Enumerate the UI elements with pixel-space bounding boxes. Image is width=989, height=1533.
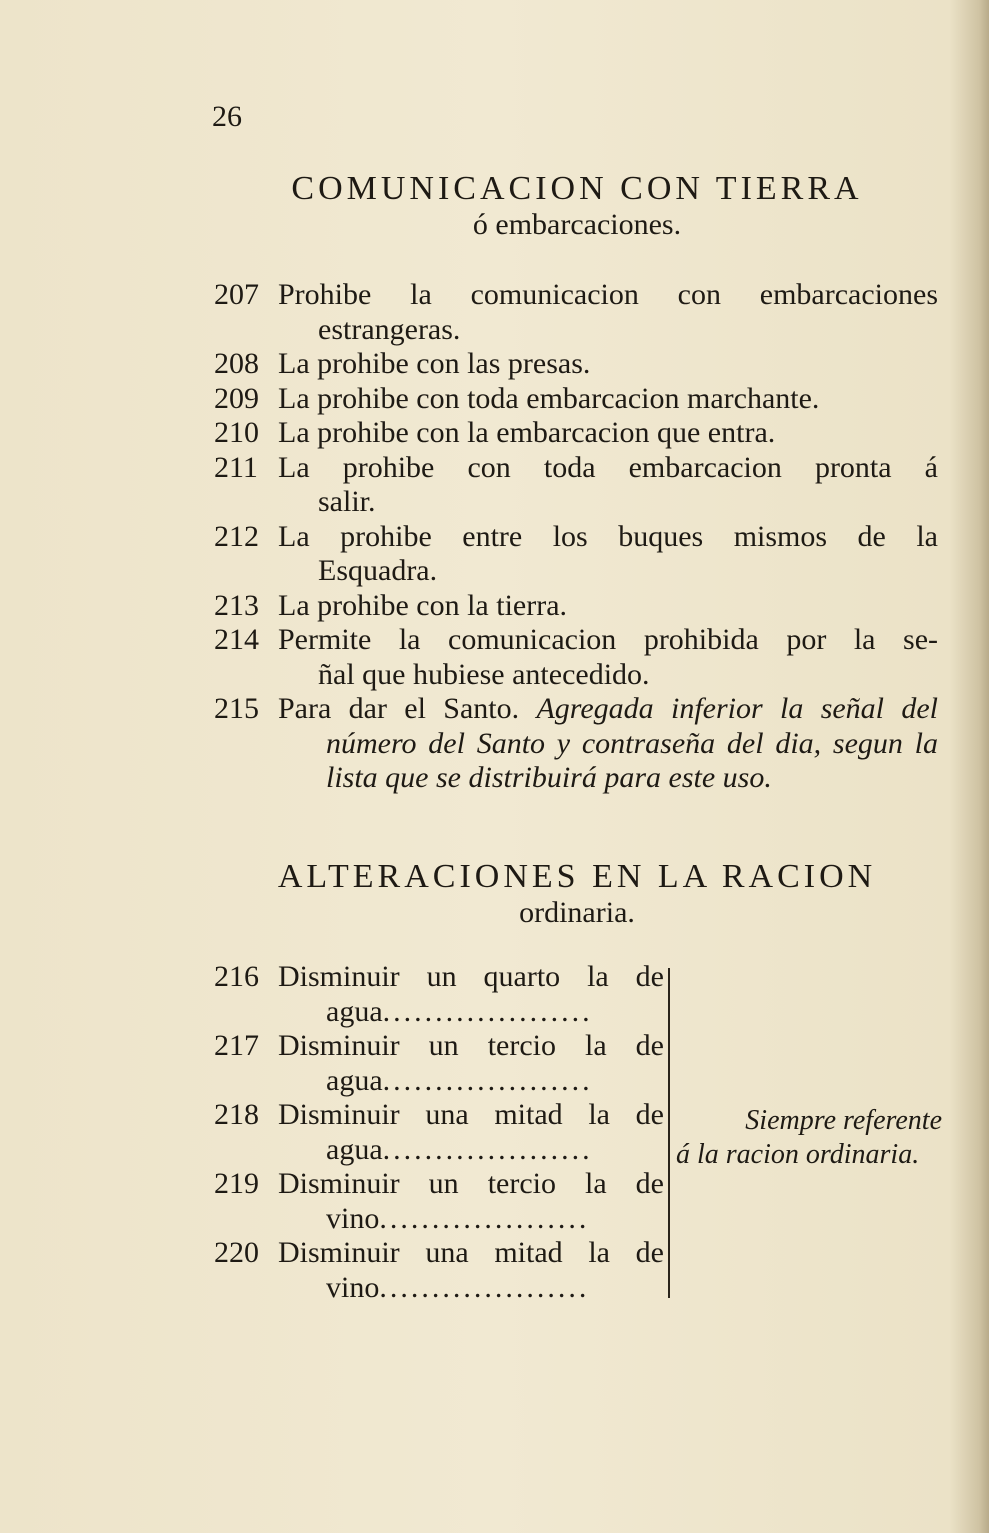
- entry-number: 214: [214, 623, 259, 656]
- entry-text-continuation: lista que se distribuirá para este uso.: [326, 761, 772, 794]
- entry-text-continuation: agua: [326, 1063, 383, 1097]
- signal-entries-list: [214, 278, 938, 796]
- entry-text: La prohibe con la embarcacion que entra.: [278, 416, 776, 449]
- dot-leader: ....................: [379, 1270, 590, 1304]
- entry-number: 211: [214, 450, 258, 484]
- entry-number: 217: [214, 1029, 259, 1062]
- entry-text-continuation: estrangeras.: [318, 312, 461, 346]
- ration-entries-list: [214, 960, 664, 1305]
- section-subtitle-comunicacion: ó embarcaciones.: [472, 208, 682, 241]
- entry-208: [214, 347, 938, 382]
- entry-text: La prohibe con toda embarcacion marchante.: [278, 381, 820, 415]
- bracket-note-line: Siempre referente: [745, 1105, 942, 1136]
- entry-text: [278, 692, 938, 727]
- section-title-comunicacion: COMUNICACION CON TIERRA: [291, 170, 863, 207]
- entry-number: 220: [214, 1236, 259, 1269]
- entry-text: Prohibe la comunicacion con embarcaciones: [278, 278, 938, 311]
- entry-215: [214, 692, 938, 796]
- ration-entry-220: [214, 1236, 664, 1305]
- bracket-note: [676, 1104, 946, 1172]
- entry-text-continuation: vino: [326, 1201, 380, 1235]
- entry-number: 213: [214, 588, 259, 622]
- entry-text-continuation: agua: [326, 994, 383, 1028]
- dot-leader: ....................: [382, 1063, 593, 1097]
- entry-text-continuation: número del Santo y contraseña del dia, segun la: [326, 726, 938, 760]
- section-subtitle-alteraciones: ordinaria.: [519, 896, 635, 929]
- entry-text: Permite la comunicacion prohibida por la se-: [278, 623, 938, 656]
- entry-text: La prohibe con las presas.: [278, 347, 591, 380]
- entry-text: La prohibe con la tierra.: [278, 588, 568, 622]
- entry-text: La prohibe entre los buques mismos de la: [278, 519, 938, 553]
- entry-number: 209: [214, 381, 259, 415]
- entry-209: [214, 382, 938, 417]
- page-number: 26: [212, 100, 242, 133]
- entry-text: Disminuir una mitad la de: [278, 1236, 664, 1269]
- entry-text-continuation: salir.: [318, 485, 376, 518]
- ration-entry-216: [214, 960, 664, 1029]
- section-title-alteraciones: ALTERACIONES EN LA RACION: [277, 858, 877, 895]
- curly-bracket: [660, 968, 670, 1298]
- dot-leader: ....................: [379, 1201, 590, 1235]
- entry-212: [214, 520, 938, 589]
- ration-entry-218: [214, 1098, 664, 1167]
- entry-text: Disminuir un quarto la de: [278, 960, 664, 993]
- entry-214: [214, 623, 938, 692]
- entry-213: [214, 589, 938, 624]
- dot-leader: ....................: [382, 994, 593, 1028]
- ration-entry-219: [214, 1167, 664, 1236]
- entry-number: 210: [214, 416, 259, 449]
- entry-number: 218: [214, 1098, 259, 1131]
- entry-text: La prohibe con toda embarcacion pronta á: [278, 450, 938, 484]
- entry-text: Disminuir un tercio la de: [278, 1167, 664, 1200]
- entry-text-continuation: Esquadra.: [318, 554, 438, 587]
- entry-207: [214, 278, 938, 347]
- entry-text-roman: Para dar el Santo.: [278, 692, 520, 725]
- entry-text-continuation: vino: [326, 1270, 380, 1304]
- entry-number: 219: [214, 1167, 259, 1200]
- entry-number: 216: [214, 960, 259, 993]
- entry-number: 208: [214, 347, 259, 380]
- entry-text-italic: Agregada inferior la señal del: [536, 692, 939, 725]
- entry-210: [214, 416, 938, 451]
- entry-211: [214, 451, 938, 520]
- bracket-note-line: á la racion ordinaria.: [676, 1139, 920, 1170]
- entry-text-continuation: agua: [326, 1132, 383, 1166]
- entry-text-continuation: ñal que hubiese antecedido.: [318, 657, 650, 691]
- entry-number: 212: [214, 519, 259, 553]
- entry-number: 215: [214, 692, 259, 725]
- entry-text: Disminuir una mitad la de: [278, 1098, 664, 1131]
- dot-leader: ....................: [382, 1132, 593, 1166]
- ration-entry-217: [214, 1029, 664, 1098]
- entry-text: Disminuir un tercio la de: [278, 1029, 664, 1062]
- entry-number: 207: [214, 278, 259, 311]
